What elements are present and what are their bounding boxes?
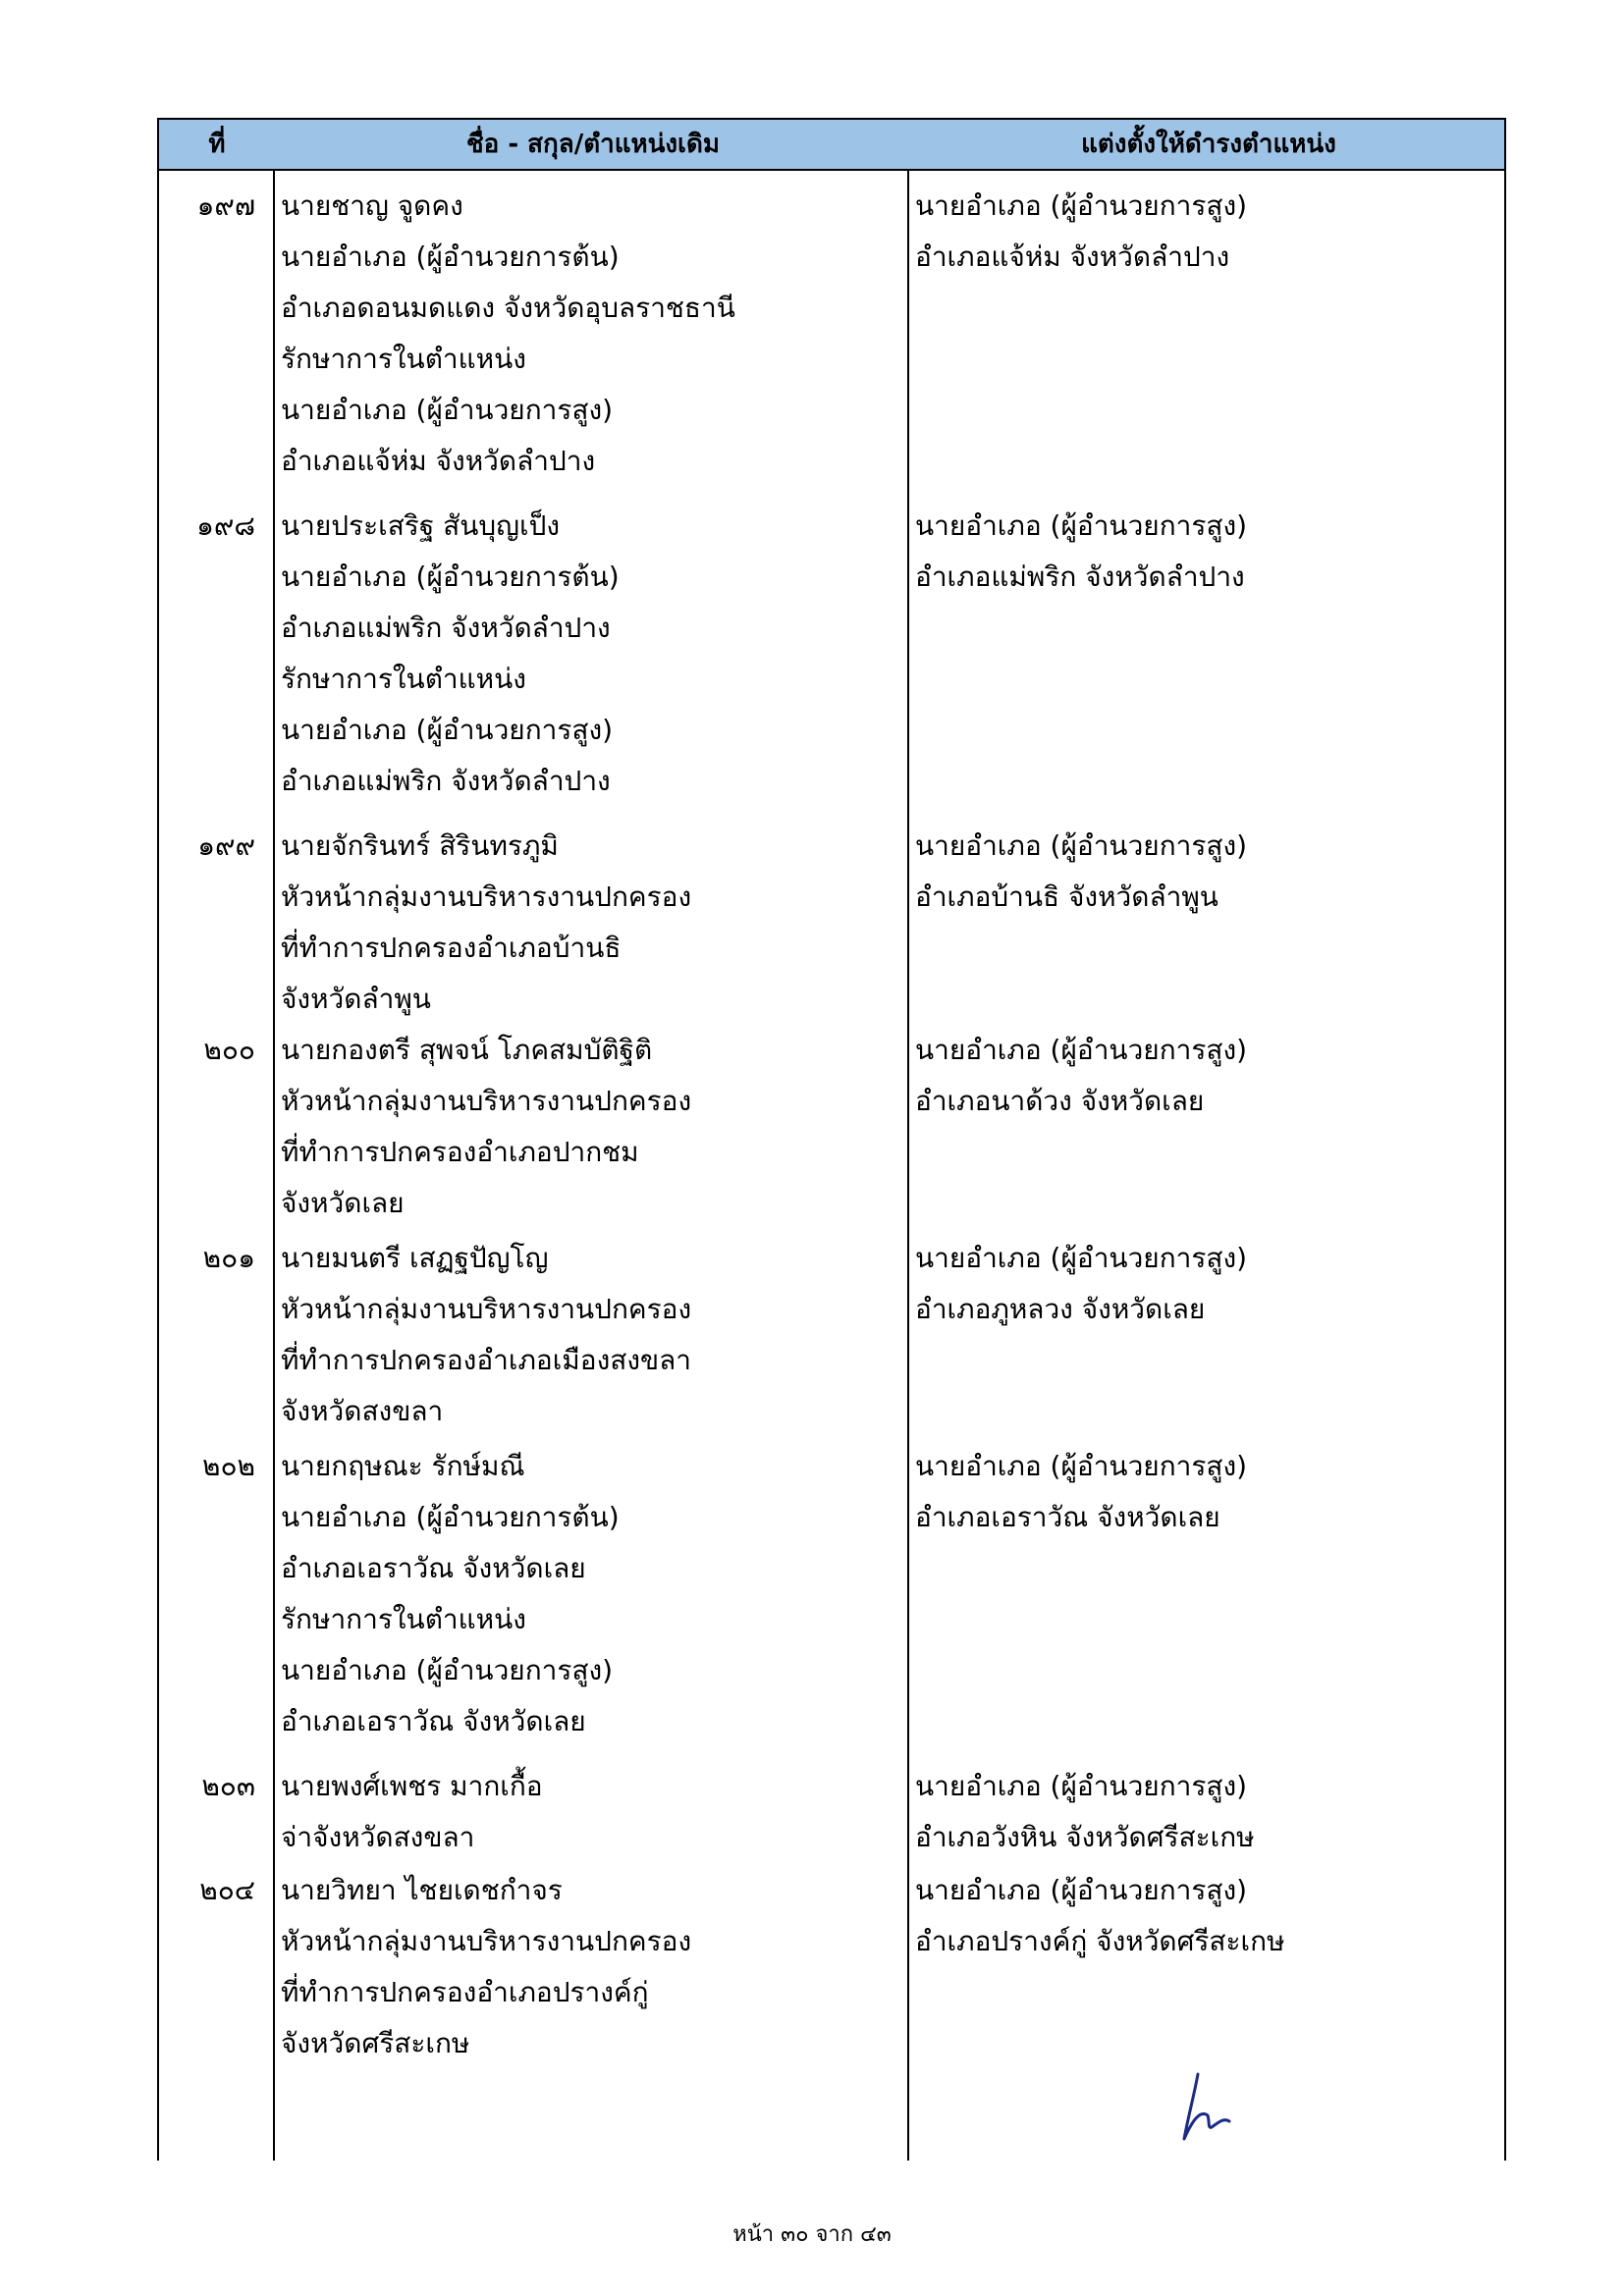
column-divider-1	[273, 118, 275, 2161]
previous-position-line: จังหวัดสงขลา	[281, 1395, 444, 1427]
appointed-position-cell	[915, 1761, 1500, 1863]
appointed-position-cell	[915, 1441, 1500, 1543]
appointed-position-cell	[915, 1865, 1500, 1967]
appointed-position-line: นายอำเภอ (ผู้อำนวยการสูง)	[915, 1874, 1248, 1906]
previous-position-line: หัวหน้ากลุ่มงานบริหารงานปกครอง	[281, 1293, 692, 1325]
appointed-position-line: อำเภอบ้านธิ จังหวัดลำพูน	[915, 881, 1218, 913]
person-name: นายพงศ์เพชร มากเกื้อ	[281, 1770, 543, 1802]
header-number: ที่	[208, 130, 226, 159]
appointed-position-cell	[915, 821, 1500, 923]
person-name: นายวิทยา ไชยเดชกำจร	[281, 1874, 563, 1906]
previous-position-line: อำเภอแม่พริก จังหวัดลำปาง	[281, 765, 611, 797]
previous-position-line: นายอำเภอ (ผู้อำนวยการต้น)	[281, 1501, 620, 1533]
previous-position-line: หัวหน้ากลุ่มงานบริหารงานปกครอง	[281, 1925, 692, 1957]
name-previous-position-cell	[281, 501, 903, 807]
table-header	[157, 118, 1506, 171]
header-appointed-position: แต่งตั้งให้ดำรงตำแหน่ง	[1081, 130, 1336, 159]
previous-position-line: จังหวัดลำพูน	[281, 983, 431, 1015]
appointed-position-line: นายอำเภอ (ผู้อำนวยการสูง)	[915, 1450, 1248, 1482]
row-number: ๑๙๙	[197, 829, 255, 862]
person-name: นายประเสริฐ สันบุญเป็ง	[281, 509, 561, 542]
row-number: ๒๐๔	[199, 1874, 255, 1906]
previous-position-line: อำเภอดอนมดแดง จังหวัดอุบลราชธานี	[281, 292, 735, 324]
appointed-position-cell	[915, 181, 1500, 283]
person-name: นายกฤษณะ รักษ์มณี	[281, 1450, 525, 1482]
appointed-position-cell	[915, 1233, 1500, 1335]
row-number: ๒๐๐	[203, 1034, 255, 1066]
appointed-position-line: นายอำเภอ (ผู้อำนวยการสูง)	[915, 189, 1248, 222]
page-number: หน้า ๓๐ จาก ๔๓	[732, 2222, 892, 2247]
row-number: ๑๙๗	[196, 189, 255, 222]
person-name: นายจักรินทร์ สิรินทรภูมิ	[281, 829, 559, 862]
appointed-position-line: นายอำเภอ (ผู้อำนวยการสูง)	[915, 509, 1248, 542]
previous-position-line: นายอำเภอ (ผู้อำนวยการสูง)	[281, 714, 614, 746]
name-previous-position-cell	[281, 1761, 903, 1863]
previous-position-line: รักษาการในตำแหน่ง	[281, 343, 526, 375]
previous-position-line: จังหวัดศรีสะเกษ	[281, 2027, 470, 2059]
previous-position-line: นายอำเภอ (ผู้อำนวยการสูง)	[281, 394, 614, 426]
name-previous-position-cell	[281, 1441, 903, 1747]
header-name-previous-position: ชื่อ - สกุล/ตำแหน่งเดิม	[466, 130, 720, 159]
appointed-position-line: อำเภอแม่พริก จังหวัดลำปาง	[915, 561, 1245, 593]
appointed-position-line: นายอำเภอ (ผู้อำนวยการสูง)	[915, 829, 1248, 862]
person-name: นายกองตรี สุพจน์ โภคสมบัติฐิติ	[281, 1034, 653, 1066]
row-number: ๒๐๑	[202, 1242, 255, 1274]
row-number: ๒๐๒	[201, 1450, 255, 1482]
previous-position-line: นายอำเภอ (ผู้อำนวยการต้น)	[281, 240, 620, 273]
previous-position-line: ที่ทำการปกครองอำเภอบ้านธิ	[281, 932, 622, 964]
previous-position-line: นายอำเภอ (ผู้อำนวยการต้น)	[281, 561, 620, 593]
appointed-position-line: นายอำเภอ (ผู้อำนวยการสูง)	[915, 1242, 1248, 1274]
previous-position-line: อำเภอเอราวัณ จังหวัดเลย	[281, 1705, 586, 1737]
appointed-position-line: อำเภอภูหลวง จังหวัดเลย	[915, 1293, 1206, 1325]
appointed-position-line: อำเภอปรางค์กู่ จังหวัดศรีสะเกษ	[915, 1925, 1285, 1957]
table-border-right	[1504, 118, 1506, 2161]
name-previous-position-cell	[281, 1025, 903, 1229]
previous-position-line: อำเภอแจ้ห่ม จังหวัดลำปาง	[281, 445, 596, 477]
previous-position-line: ที่ทำการปกครองอำเภอปากชม	[281, 1136, 639, 1168]
appointment-table	[157, 118, 1506, 2161]
previous-position-line: รักษาการในตำแหน่ง	[281, 663, 526, 695]
signature-mark	[1178, 2066, 1237, 2145]
name-previous-position-cell	[281, 1865, 903, 2069]
appointed-position-line: อำเภอแจ้ห่ม จังหวัดลำปาง	[915, 240, 1230, 273]
appointed-position-line: อำเภอวังหิน จังหวัดศรีสะเกษ	[915, 1821, 1255, 1853]
person-name: นายชาญ จูดคง	[281, 189, 463, 222]
appointed-position-line: นายอำเภอ (ผู้อำนวยการสูง)	[915, 1770, 1248, 1802]
appointed-position-cell	[915, 1025, 1500, 1127]
previous-position-line: จังหวัดเลย	[281, 1187, 405, 1219]
name-previous-position-cell	[281, 181, 903, 487]
previous-position-line: ที่ทำการปกครองอำเภอปรางค์กู่	[281, 1976, 649, 2008]
previous-position-line: ที่ทำการปกครองอำเภอเมืองสงขลา	[281, 1344, 692, 1376]
row-number: ๑๙๘	[196, 509, 255, 542]
previous-position-line: หัวหน้ากลุ่มงานบริหารงานปกครอง	[281, 1085, 692, 1117]
name-previous-position-cell	[281, 1233, 903, 1437]
previous-position-line: รักษาการในตำแหน่ง	[281, 1603, 526, 1635]
previous-position-line: อำเภอเอราวัณ จังหวัดเลย	[281, 1552, 586, 1584]
previous-position-line: นายอำเภอ (ผู้อำนวยการสูง)	[281, 1654, 614, 1686]
appointed-position-line: อำเภอเอราวัณ จังหวัดเลย	[915, 1501, 1220, 1533]
previous-position-line: หัวหน้ากลุ่มงานบริหารงานปกครอง	[281, 881, 692, 913]
row-number: ๒๐๓	[201, 1770, 255, 1802]
previous-position-line: อำเภอแม่พริก จังหวัดลำปาง	[281, 612, 611, 644]
table-border-left	[157, 118, 159, 2161]
column-divider-2	[907, 118, 909, 2161]
appointed-position-line: อำเภอนาด้วง จังหวัดเลย	[915, 1085, 1205, 1117]
name-previous-position-cell	[281, 821, 903, 1025]
appointed-position-line: นายอำเภอ (ผู้อำนวยการสูง)	[915, 1034, 1248, 1066]
previous-position-line: จ่าจังหวัดสงขลา	[281, 1821, 475, 1853]
appointed-position-cell	[915, 501, 1500, 603]
person-name: นายมนตรี เสฏฐปัญโญ	[281, 1242, 549, 1274]
